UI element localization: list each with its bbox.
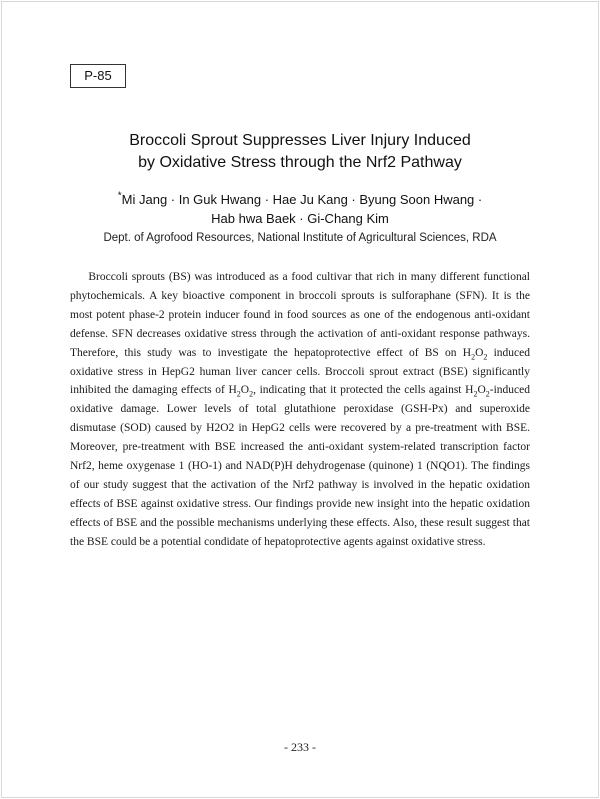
authors-line-2: Hab hwa Baek · Gi-Chang Kim <box>211 211 389 226</box>
formula-h2o2 <box>228 384 254 399</box>
abstract-body <box>70 268 530 552</box>
formula-sub: 2 <box>485 389 490 399</box>
title-line-2: by Oxidative Stress through the Nrf2 Pathway <box>138 154 462 171</box>
abstract-part-2: induced oxidative stress in HepG2 human liver cancer cells. Broccoli sprout extract (BSE) significantly inhibited the damaging effects of <box>70 346 531 397</box>
authors-line-1-text: Mi Jang · In Guk Hwang · Hae Ju Kang · Byung Soon Hwang · <box>121 192 483 207</box>
formula-h2o2 <box>465 384 490 399</box>
formula-o: O <box>477 384 486 397</box>
poster-id-label: P-85 <box>70 64 126 88</box>
abstract-part-3: , indicating that it protected the cells against <box>253 384 466 397</box>
formula-h: H <box>228 384 237 397</box>
formula-h: H <box>465 384 474 397</box>
affiliation: Dept. of Agrofood Resources, National Institute of Agricultural Sciences, RDA <box>103 232 497 244</box>
page-number: - 233 - <box>284 740 316 754</box>
formula-sub: 2 <box>236 389 241 399</box>
formula-sub: 2 <box>483 351 488 361</box>
formula-o: O <box>475 346 484 359</box>
formula-o: O <box>240 384 250 397</box>
formula-h: H <box>462 346 472 359</box>
formula-sub: 2 <box>249 389 254 399</box>
author-list <box>60 190 540 228</box>
formula-h2o2 <box>463 347 488 359</box>
paper-title <box>60 130 540 174</box>
authors-line-1 <box>60 190 540 209</box>
abstract-part-4: -induced oxidative damage. Lower levels of total glutathione peroxidase (GSH-Px) and superoxide dismutase (SOD) caused by H2O2 in HepG2 cells were recovered by a pre-treatment with BSE. Moreover, pre-treatment with BSE increased the anti-oxidant system-related transcription factor Nrf2, heme oxygenase 1 (HO-1) and NAD(P)H dehydrogenase (quinone) 1 (NQO1). The findings of our study suggest that the activation of the Nrf2 pathway is involved in the hepatic oxidation effects of BSE against oxidative stress. Our findings provide new insight into the hepatic oxidation effects of BSE and the possible mechanisms underlying these effects. Also, these result suggest that the BSE could be a potential condidate of hepatoprotective agents against oxidative stress. <box>70 384 530 548</box>
abstract-part-1: Broccoli sprouts (BS) was introduced as a food cultivar that rich in many different functional phytochemicals. A key bioactive component in broccoli sprouts is sulforaphane (SFN). It is the most potent phase-2 protein inducer found in food sources as one of the endogenous anti-oxidant defense. SFN decreases oxidative stress through the activation of anti-oxidant response pathways. Therefore, this study was to investigate the hepatoprotective effect of BS on <box>70 271 530 359</box>
formula-sub: 2 <box>473 389 478 399</box>
formula-sub: 2 <box>471 351 476 361</box>
corresponding-author-mark: * <box>117 190 122 202</box>
title-line-1: Broccoli Sprout Suppresses Liver Injury Induced <box>129 132 471 149</box>
